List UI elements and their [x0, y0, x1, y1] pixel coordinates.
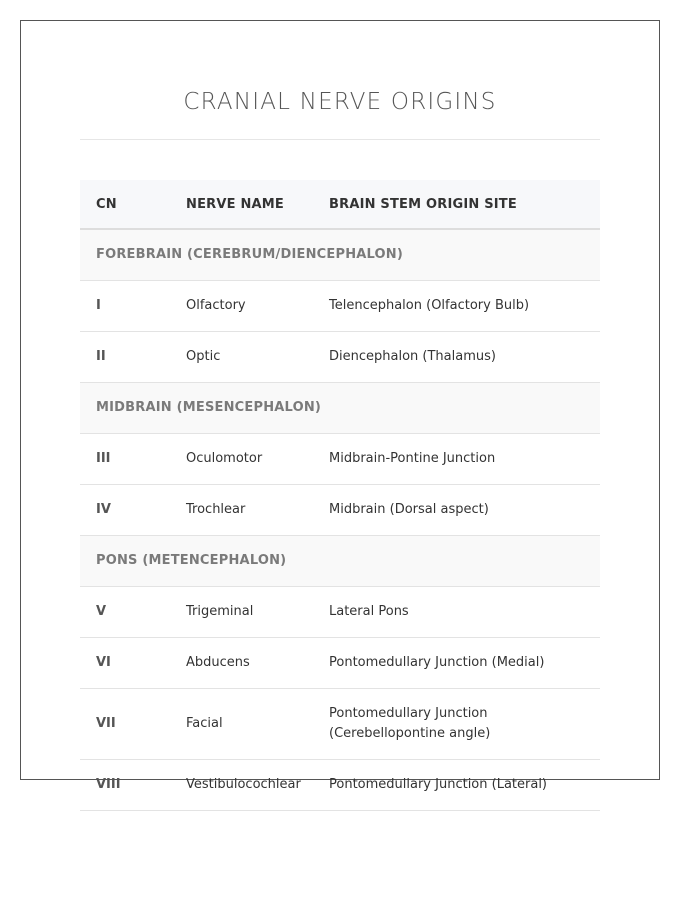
table-row [80, 434, 600, 485]
origin-site-cell: Pontomedullary Junction (Lateral) [313, 760, 600, 811]
table-header-row [80, 180, 600, 229]
nerve-name-cell: Facial [170, 689, 313, 760]
table-row [80, 485, 600, 536]
cn-cell: VI [80, 638, 170, 689]
group-label: PONS (METENCEPHALON) [80, 536, 600, 587]
cn-cell: VIII [80, 760, 170, 811]
cn-cell: II [80, 332, 170, 383]
group-row-forebrain [80, 229, 600, 281]
origin-site-cell: Diencephalon (Thalamus) [313, 332, 600, 383]
origin-site-cell: Pontomedullary Junction (Cerebellopontine angle) [313, 689, 600, 760]
header-origin-site: BRAIN STEM ORIGIN SITE [313, 180, 600, 229]
origin-site-cell: Lateral Pons [313, 587, 600, 638]
origin-site-cell: Pontomedullary Junction (Medial) [313, 638, 600, 689]
group-row-pons [80, 536, 600, 587]
cn-cell: V [80, 587, 170, 638]
origin-site-cell: Telencephalon (Olfactory Bulb) [313, 281, 600, 332]
group-row-midbrain [80, 383, 600, 434]
table-row [80, 332, 600, 383]
table-row [80, 760, 600, 811]
page-title: CRANIAL NERVE ORIGINS [183, 89, 497, 115]
group-label: FOREBRAIN (CEREBRUM/DIENCEPHALON) [80, 229, 600, 281]
header-nerve-name: NERVE NAME [170, 180, 313, 229]
nerve-name-cell: Oculomotor [170, 434, 313, 485]
title-divider [80, 139, 600, 140]
nerve-name-cell: Olfactory [170, 281, 313, 332]
group-label: MIDBRAIN (MESENCEPHALON) [80, 383, 600, 434]
nerve-name-cell: Trochlear [170, 485, 313, 536]
table-row [80, 689, 600, 760]
nerve-name-cell: Trigeminal [170, 587, 313, 638]
nerve-name-cell: Abducens [170, 638, 313, 689]
cn-cell: I [80, 281, 170, 332]
nerve-name-cell: Optic [170, 332, 313, 383]
cranial-nerve-table [80, 180, 600, 811]
cn-cell: VII [80, 689, 170, 760]
cn-cell: III [80, 434, 170, 485]
origin-site-cell: Midbrain (Dorsal aspect) [313, 485, 600, 536]
header-cn: CN [80, 180, 170, 229]
origin-site-cell: Midbrain-Pontine Junction [313, 434, 600, 485]
table-row [80, 638, 600, 689]
table-row [80, 281, 600, 332]
table-row [80, 587, 600, 638]
nerve-name-cell: Vestibulocochlear [170, 760, 313, 811]
cn-cell: IV [80, 485, 170, 536]
